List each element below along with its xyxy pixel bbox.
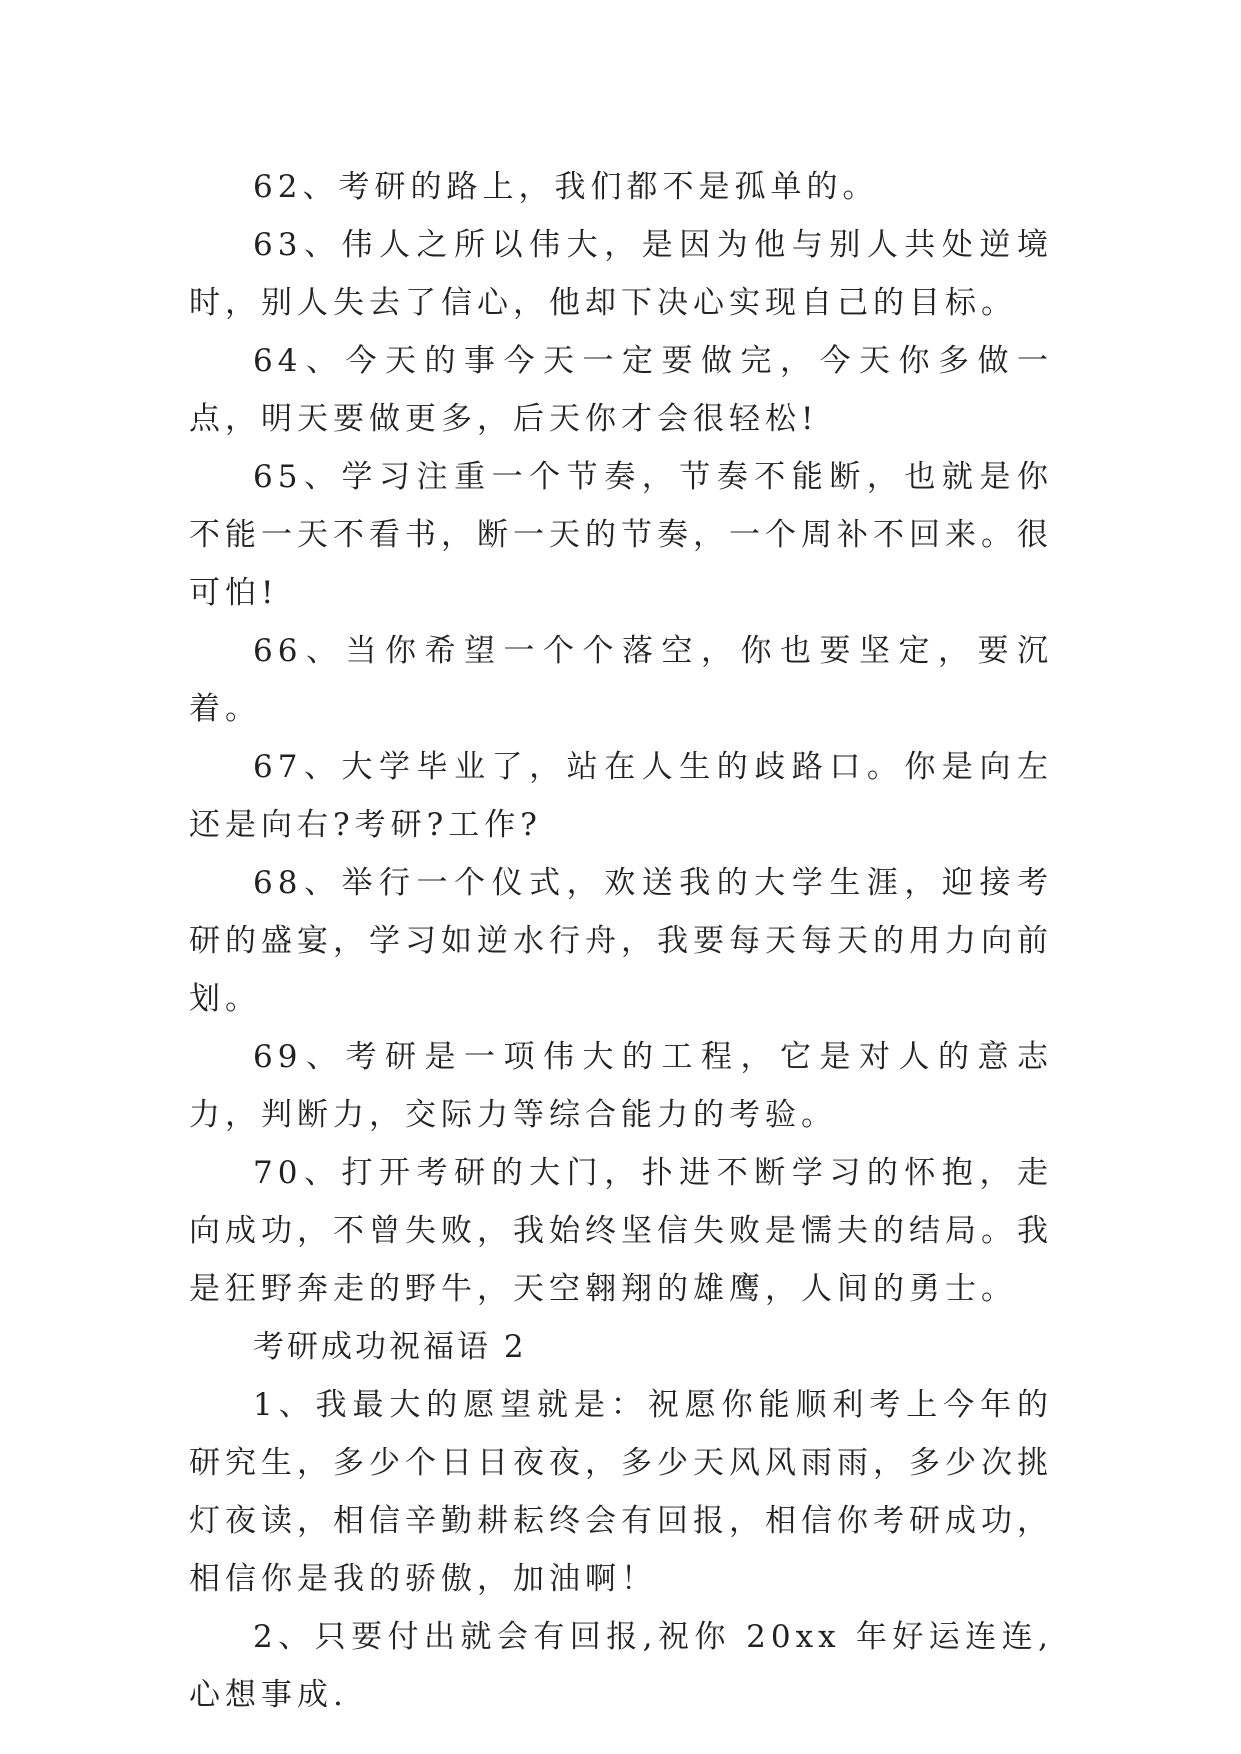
document-body: [189, 158, 1053, 1724]
section-paragraph-1: 1、我最大的愿望就是：祝愿你能顺利考上今年的研究生，多少个日日夜夜，多少天风风雨雨，多少次挑灯夜读，相信辛勤耕耘终会有回报，相信你考研成功，相信你是我的骄傲，加油啊！: [189, 1387, 1053, 1597]
paragraph-65: 65、学习注重一个节奏，节奏不能断，也就是你不能一天不看书，断一天的节奏，一个周补不回来。很可怕!: [189, 459, 1053, 611]
paragraph-70: 70、打开考研的大门，扑进不断学习的怀抱，走向成功，不曾失败，我始终坚信失败是懦夫的结局。我是狂野奔走的野牛，天空翱翔的雄鹰，人间的勇士。: [189, 1155, 1053, 1307]
paragraph-63: 63、伟人之所以伟大，是因为他与别人共处逆境时，别人失去了信心，他却下决心实现自己的目标。: [189, 227, 1053, 321]
paragraph-64: 64、今天的事今天一定要做完，今天你多做一点，明天要做更多，后天你才会很轻松!: [189, 343, 1053, 437]
section-heading: 考研成功祝福语 2: [253, 1329, 527, 1365]
paragraph-68: 68、举行一个仪式，欢送我的大学生涯，迎接考研的盛宴，学习如逆水行舟，我要每天每天的用力向前划。: [189, 865, 1053, 1017]
paragraph-62: 62、考研的路上，我们都不是孤单的。: [253, 169, 879, 205]
paragraph-67: 67、大学毕业了，站在人生的歧路口。你是向左还是向右?考研?工作?: [189, 749, 1053, 843]
paragraph-69: 69、考研是一项伟大的工程，它是对人的意志力，判断力，交际力等综合能力的考验。: [189, 1039, 1053, 1133]
section-paragraph-2: 2、只要付出就会有回报,祝你 20xx 年好运连连,心想事成.: [189, 1619, 1053, 1713]
paragraph-66: 66、当你希望一个个落空，你也要坚定，要沉着。: [189, 633, 1053, 727]
